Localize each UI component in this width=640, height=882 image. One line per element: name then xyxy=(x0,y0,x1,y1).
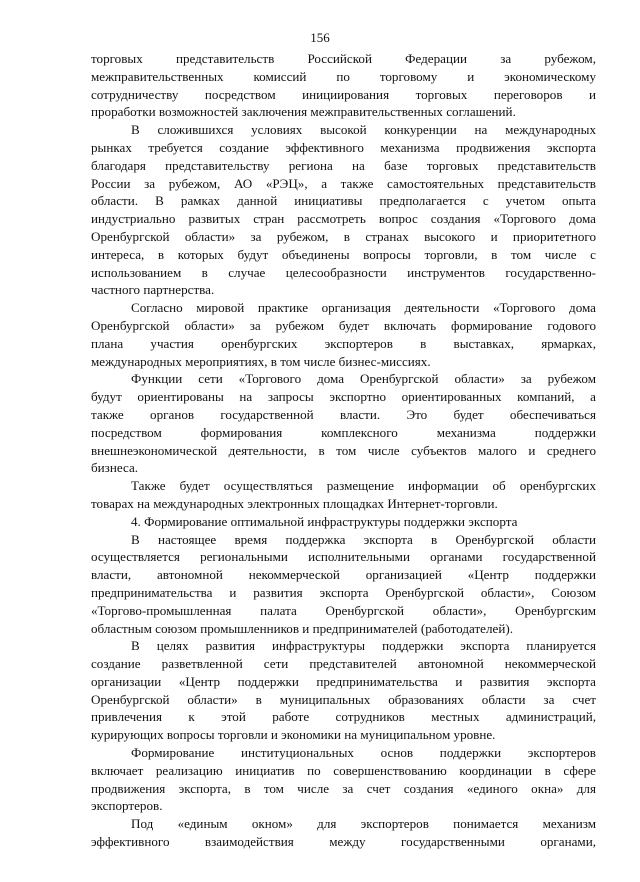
text-line: эффективного взаимодействия между государственными органами, xyxy=(91,834,596,850)
text-line: экспортеров. xyxy=(91,798,163,814)
text-line: Оренбургской области» за рубежом будет включать формирование годового xyxy=(91,317,596,333)
text-line: межправительственных комиссий по торговому и экономическому xyxy=(91,68,596,84)
text-line: благодаря представительству региона на базе торговых представительств xyxy=(91,157,596,173)
text-line: Оренбургской области» в муниципальных образованиях области за счет xyxy=(91,691,596,707)
text-line: товарах на международных электронных площадках Интернет-торговли. xyxy=(91,495,498,511)
text-line: осуществляется региональными исполнительными органами государственной xyxy=(91,549,596,565)
text-line: Функции сети «Торгового дома Оренбургской области» за рубежом xyxy=(131,371,596,387)
text-line: организации «Центр поддержки предпринимательства и развития экспорта xyxy=(91,673,596,689)
text-line: В целях развития инфраструктуры поддержки экспорта планируется xyxy=(131,638,596,654)
section-heading: 4. Формирование оптимальной инфраструктуры поддержки экспорта xyxy=(131,513,518,529)
text-line: Согласно мировой практике организация деятельности «Торгового дома xyxy=(131,300,596,316)
text-line: торговых представительств Российской Федерации за рубежом, xyxy=(91,51,596,66)
text-line: сотрудничеству посредством инициирования торговых переговоров и xyxy=(91,86,596,102)
text-line: привлечения к этой работе сотрудников местных администраций, xyxy=(91,709,596,725)
text-line: Под «единым окном» для экспортеров понимается механизм xyxy=(131,816,596,832)
text-line: будут ориентированы на запросы экспортно ориентированных компаний, а xyxy=(91,389,596,405)
text-line: продвижения экспорта, в том числе за счет создания «единого окна» для xyxy=(91,780,596,796)
text-line: Также будет осуществляться размещение информации об оренбургских xyxy=(131,478,596,494)
text-line: бизнеса. xyxy=(91,460,139,476)
document-body xyxy=(91,50,596,851)
text-line: использованием в случае целесообразности инструментов государственно- xyxy=(91,264,596,280)
text-line: частного партнерства. xyxy=(91,282,215,298)
text-line: областным союзом промышленников и предпринимателей (работодателей). xyxy=(91,620,513,636)
text-line: предпринимательства и развития экспорта Оренбургской области», Союзом xyxy=(91,584,596,600)
text-line: Формирование институциональных основ поддержки экспортеров xyxy=(131,745,596,761)
text-line: области. В рамках данной инициативы предполагается с учетом опыта xyxy=(91,193,596,209)
text-line: создание разветвленной сети представителей автономной некоммерческой xyxy=(91,656,596,672)
text-line: «Торгово-промышленная палата Оренбургской области», Оренбургским xyxy=(91,602,596,618)
text-line: Оренбургской области» за рубежом, в странах высокого и приоритетного xyxy=(91,228,596,244)
text-line: В настоящее время поддержка экспорта в Оренбургской области xyxy=(131,531,596,547)
page-number: 156 xyxy=(310,30,330,45)
text-line: индустриально развитых стран рассмотреть вопрос создания «Торгового дома xyxy=(91,211,596,227)
text-line: В сложившихся условиях высокой конкуренции на международных xyxy=(131,122,596,138)
text-line: посредством формирования комплексного механизма поддержки xyxy=(91,424,596,440)
text-line: международных мероприятиях, в том числе бизнес-миссиях. xyxy=(91,353,431,369)
text-line: включает реализацию инициатив по совершенствованию координации в сфере xyxy=(91,762,596,778)
text-line: интереса, в которых будут объединены вопросы торговли, в том числе с xyxy=(91,246,596,262)
text-line: внешнеэкономической деятельности, в том числе субъектов малого и среднего xyxy=(91,442,596,458)
text-line: России за рубежом, АО «РЭЦ», а также самостоятельных представительств xyxy=(91,175,596,191)
text-line: рынках требуется создание эффективного механизма продвижения экспорта xyxy=(91,139,596,155)
text-line: курирующих вопросы торговли и экономики на муниципальном уровне. xyxy=(91,727,496,743)
text-line: власти, автономной некоммерческой организацией «Центр поддержки xyxy=(91,567,596,583)
text-line: плана участия оренбургских экспортеров в выставках, ярмарках, xyxy=(91,335,596,351)
text-line: также органов государственной власти. Это будет обеспечиваться xyxy=(91,406,596,422)
text-line: проработки возможностей заключения межправительственных соглашений. xyxy=(91,104,516,120)
